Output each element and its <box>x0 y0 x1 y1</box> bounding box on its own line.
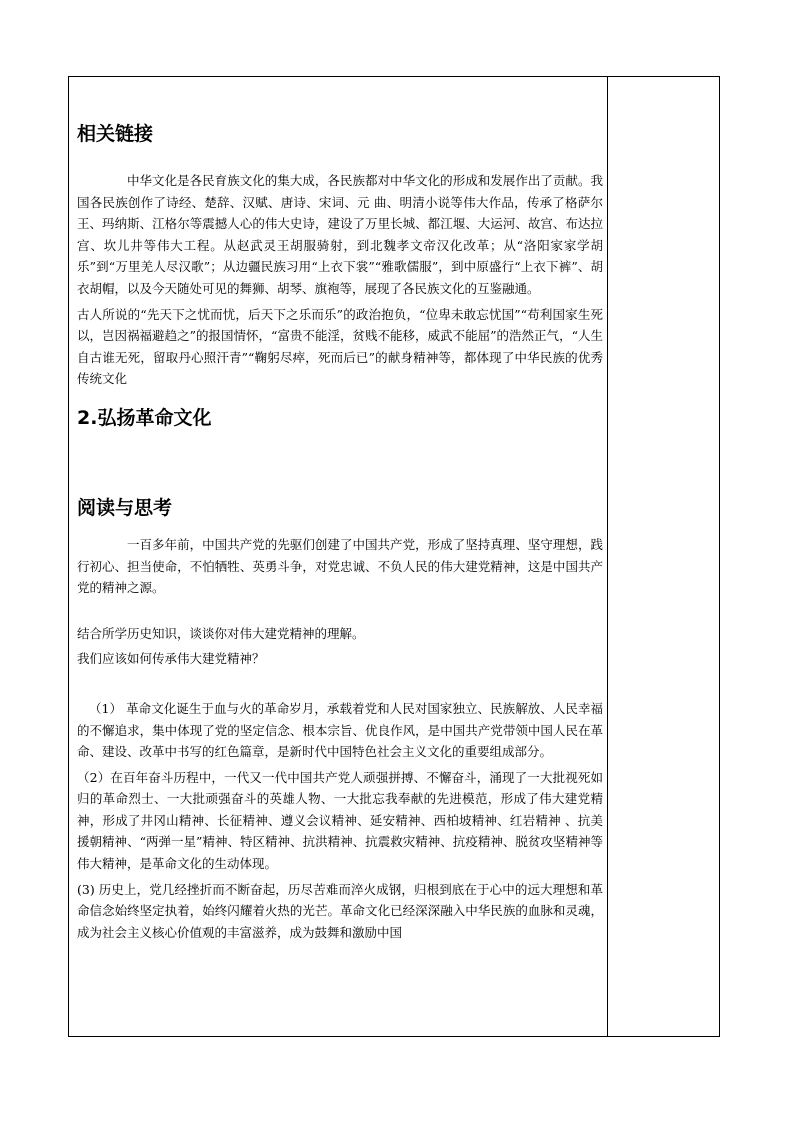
paragraph-traditional-spirit: 古人所说的“先天下之忧而忧，后天下之乐而乐”的政治抱负，“位卑未敢忘忧国”“苟利国家生死以，岂因祸福避趋之”的报国情怀，“富贵不能淫，贫贱不能移，威武不能屈”的浩然正气，“人生自古谁无死，留取丹心照汗青”“鞠躬尽瘁，死而后已”的献身精神等，都体现了中华民族的优秀传统文化 <box>77 306 603 387</box>
question-understanding: 结合所学历史知识，谈谈你对伟大建党精神的理解。 <box>77 625 365 641</box>
column-divider <box>607 76 608 1037</box>
answer-1: （1） 革命文化诞生于血与火的革命岁月，承载着党和人民对国家独立、民族解放、人民幸福的不懈追求，集中体现了党的坚定信念、根本宗旨、优良作风，是中国共产党带领中国人民在革命、建设、改革中书写的红色篇章，是新时代中国特色社会主义文化的重要组成部分。 <box>77 700 603 760</box>
main-cell-content <box>77 120 603 943</box>
paragraph-chinese-culture: 中华文化是各民育族文化的集大成，各民族都对中华文化的形成和发展作出了贡献。我国各民族创作了诗经、楚辞、汉赋、唐诗、宋词、元 曲、明清小说等伟大作品，传承了格萨尔王、玛纳斯、江格尔等震撼人心的伟大史诗，建设了万里长城、都江堰、大运河、故宫、布达拉宫、坎儿井等伟大工程。从赵武灵王胡服骑射，到北魏孝文帝汉化改革；从“洛阳家家学胡乐”到“万里羌人尽汉歌”；从边疆民族习用“上衣下裳”“雅歌儒服”，到中原盛行“上衣下裤”、胡衣胡帽，以及今天随处可见的舞狮、胡琴、旗袍等，展现了各民族文化的互鉴融通。 <box>77 173 603 296</box>
heading-revolutionary-culture: 2.弘扬革命文化 <box>77 406 212 429</box>
heading-related-links: 相关链接 <box>77 123 154 145</box>
heading-read-and-think: 阅读与思考 <box>77 496 173 519</box>
answer-2: （2）在百年奋斗历程中，一代又一代中国共产党人顽强拼搏、不懈奋斗，涌现了一大批视死如归的革命烈士、一大批顽强奋斗的英雄人物、一大批忘我奉献的先进模范，形成了伟大建党精神，形成了井冈山精神、长征精神、遵义会议精神、延安精神、西柏坡精神、红岩精神 、抗美援朝精神、“两弹一星”精神、特区精神、抗洪精神、抗震救灾精神、抗疫精神、脱贫攻坚精神等伟大精神，是革命文化的生动体现。 <box>77 769 603 872</box>
question-inherit: 我们应该如何传承伟大建党精神？ <box>77 651 265 667</box>
answer-3: (3) 历史上，党几经挫折而不断奋起，历尽苦难而淬火成钢，归根到底在于心中的远大理想和革命信念始终坚定执着，始终闪耀着火热的光芒。革命文化已经深深融入中华民族的血脉和灵魂，成为社会主义核心价值观的丰富滋养，成为鼓舞和激励中国 <box>77 881 603 940</box>
paragraph-party-founding: 一百多年前，中国共产党的先驱们创建了中国共产党，形成了坚持真理、坚守理想，践行初心、担当使命，不怕牺牲、英勇斗争，对党忠诚、不负人民的伟大建党精神，这是中国共产党的精神之源。 <box>77 536 603 596</box>
